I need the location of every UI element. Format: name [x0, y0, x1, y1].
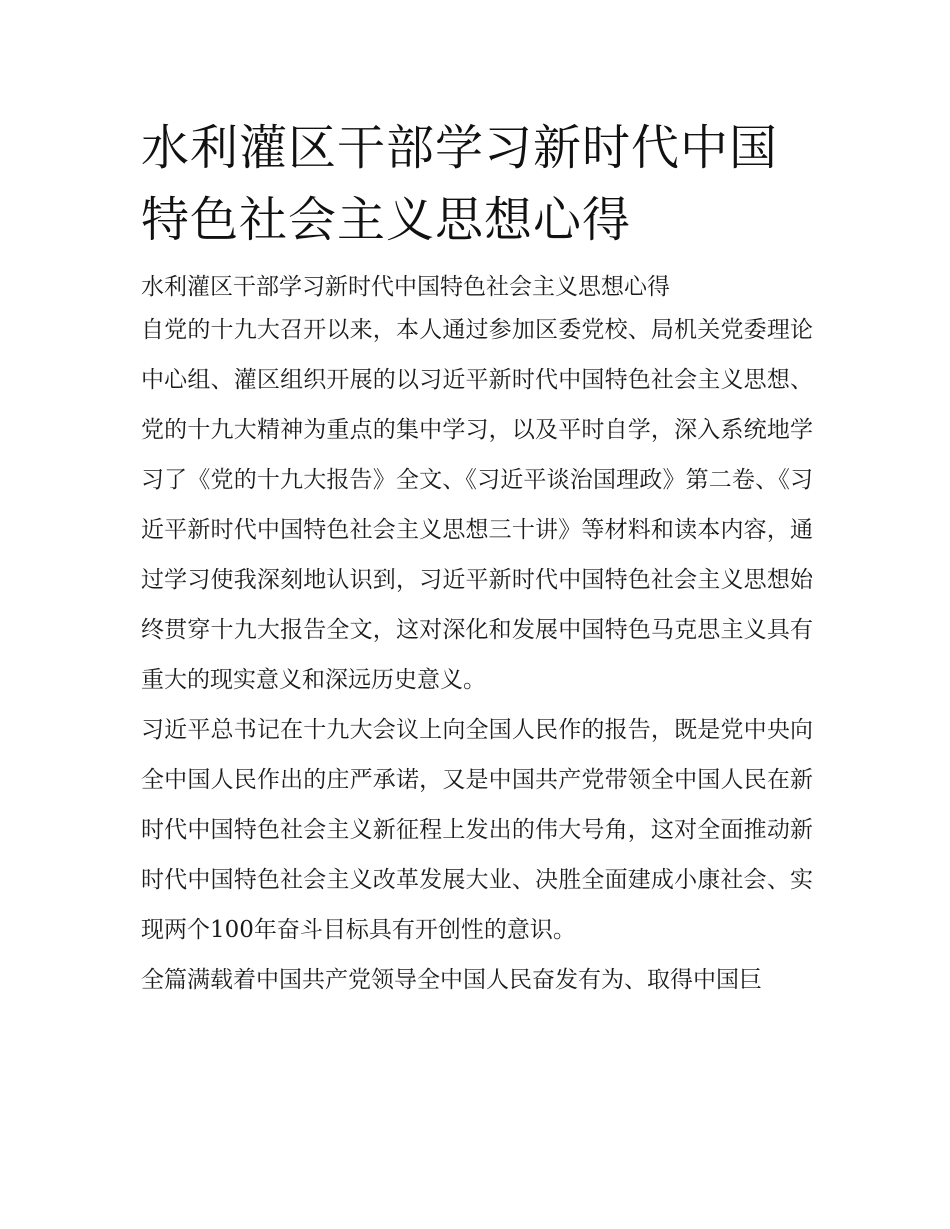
body-paragraph-3: 全篇满载着中国共产党领导全中国人民奋发有为、取得中国巨 [141, 967, 762, 993]
document-subtitle: 水利灌区干部学习新时代中国特色社会主义思想心得 [141, 274, 670, 300]
document-page [141, 112, 813, 1005]
body-paragraph-2: 习近平总书记在十九大会议上向全国人民作的报告，既是党中央向全中国人民作出的庄严承诺，又是中国共产党带领全中国人民在新时代中国特色社会主义新征程上发出的伟大号角，这对全面推动新时代中国特色社会主义改革发展大业、决胜全面建成小康社会、实现两个100年奋斗目标具有开创性的意识。 [141, 717, 813, 943]
body-paragraph-1: 自党的十九大召开以来，本人通过参加区委党校、局机关党委理论中心组、灌区组织开展的以习近平新时代中国特色社会主义思想、党的十九大精神为重点的集中学习，以及平时自学，深入系统地学习了《党的十九大报告》全文、《习近平谈治国理政》第二卷、《习近平新时代中国特色社会主义思想三十讲》等材料和读本内容，通过学习使我深刻地认识到，习近平新时代中国特色社会主义思想始终贯穿十九大报告全文，这对深化和发展中国特色马克思主义具有重大的现实意义和深远历史意义。 [141, 317, 813, 693]
document-body [141, 305, 813, 1005]
document-title: 水利灌区干部学习新时代中国特色社会主义思想心得 [141, 120, 779, 248]
